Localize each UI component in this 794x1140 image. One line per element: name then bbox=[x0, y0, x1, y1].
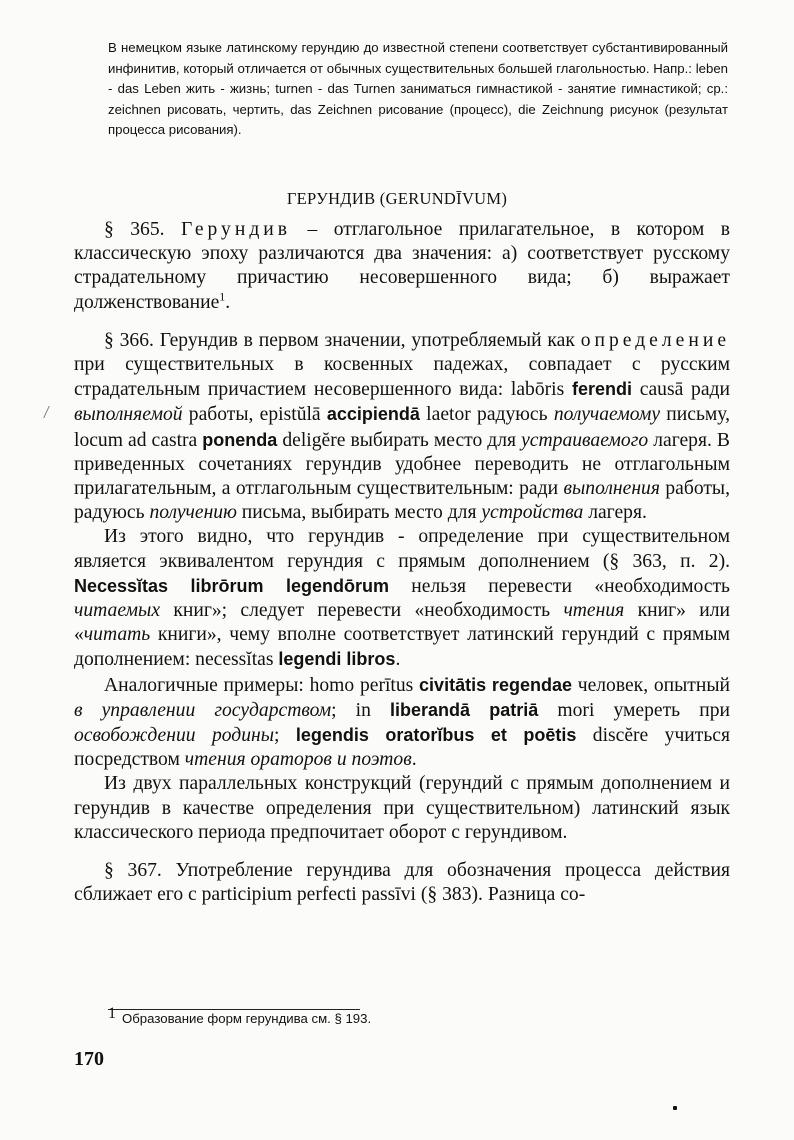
paragraph-text: человек, опытный bbox=[571, 674, 730, 696]
paragraph-text: письма, выбирать место для bbox=[236, 502, 482, 524]
footnote-ref: 1 bbox=[219, 289, 226, 304]
italic-translation: освобождении родины bbox=[74, 725, 274, 747]
footnote bbox=[108, 1005, 372, 1029]
latin-example: civitātis regendae bbox=[419, 674, 572, 695]
latin-example: ferendi bbox=[572, 379, 633, 400]
latin-example: liberandā patriā bbox=[390, 699, 539, 720]
latin-example: legendi libros bbox=[278, 649, 396, 670]
paragraph-examples bbox=[74, 673, 730, 773]
paragraph-text: Герундив в первом значении, употребляемый как bbox=[153, 329, 581, 351]
paragraph-text: при существительных в косвенных падежах, совпадает с русским страдательным причастием несовершенного вида: labōris bbox=[74, 354, 730, 401]
italic-translation: в управлении государством bbox=[74, 699, 332, 721]
paragraph-text: Аналогичные примеры: homo perītus bbox=[104, 674, 420, 696]
footnote-mark: 1 bbox=[108, 1005, 116, 1022]
paragraph-text: Из этого видно, что герундив - определение при существительном является эквивалентом герундия с прямым дополнением (§ 363, п. 2). bbox=[74, 526, 730, 572]
latin-example: Necessĭtas librōrum legendōrum bbox=[74, 575, 389, 596]
footnote-rule bbox=[108, 1009, 360, 1010]
italic-translation: выполняемой bbox=[74, 404, 183, 426]
italic-translation: устройства bbox=[481, 502, 584, 524]
paragraph-366 bbox=[74, 329, 730, 526]
paragraph-text: лагеря. bbox=[583, 502, 647, 524]
latin-example: legendis oratorĭbus et poētis bbox=[295, 725, 577, 746]
paragraph-text: Употребление герундива для обозначения процесса действия сближает его с participium perfecti passīvi (§ 383). Разница со- bbox=[74, 860, 730, 906]
paragraph-text: laetor радуюсь bbox=[419, 404, 554, 426]
paragraph-text: discĕre учиться посредством bbox=[74, 725, 730, 771]
margin-mark bbox=[43, 406, 56, 418]
paragraph-text: . bbox=[225, 291, 231, 313]
paragraph-367 bbox=[74, 859, 730, 907]
paragraph-text: работы, радуюсь bbox=[74, 478, 730, 524]
paragraph-text: causā ради bbox=[632, 379, 730, 401]
italic-translation: чтения ораторов и поэтов bbox=[184, 749, 412, 771]
footnote-text: Образование форм герундива см. § 193. bbox=[122, 1011, 372, 1026]
paragraph-text: работы, epistŭlā bbox=[182, 404, 327, 426]
page-number: 170 bbox=[74, 1048, 104, 1070]
paragraph-preference: Из двух параллельных конструкций (герундий с прямым дополнением и герундив в качестве определения при существительном) латинский язык классического периода предпочитает оборот с герундивом. bbox=[74, 773, 730, 843]
paragraph-365 bbox=[74, 218, 730, 315]
term-gerundive: Герундив bbox=[180, 219, 292, 240]
paragraph-text: нельзя перевести «необходимость bbox=[388, 575, 730, 597]
italic-translation: чтения bbox=[563, 600, 625, 622]
italic-translation: получаемому bbox=[553, 404, 661, 426]
section-heading: ГЕРУНДИВ (GERUNDĪVUM) bbox=[286, 189, 508, 208]
italic-translation: читаемых bbox=[74, 600, 161, 622]
paragraph-text: deligĕre выбирать место для bbox=[277, 429, 522, 451]
term-attribute: определение bbox=[580, 329, 731, 351]
scan-speck bbox=[673, 1106, 677, 1110]
german-note bbox=[108, 38, 728, 141]
paragraph-text: ; in bbox=[331, 699, 391, 721]
paragraph-text: ; bbox=[274, 725, 296, 747]
paragraph-text: . bbox=[411, 749, 417, 771]
note-paragraph: В немецком языке латинскому герундию до известной степени соответствует субстантивированный инфинитив, который отличается от обычных существительных большей глагольностью. Напр.: leben - das Leben жить - жизнь; turnen - das Turnen заниматься гимнастикой - занятие гимнастикой; ср.: zeichnen рисовать, чертить, das Zeichnen рисование (процесс), die Zeichnung рисунок (результат процесса рисования). bbox=[108, 40, 728, 137]
paragraph-text: . bbox=[395, 649, 401, 671]
paragraph-equivalence bbox=[74, 525, 730, 672]
italic-translation: устраиваемого bbox=[521, 429, 649, 451]
latin-example: accipiendā bbox=[326, 404, 420, 425]
section-number: § 366. bbox=[104, 329, 154, 351]
section-number: § 365. bbox=[104, 219, 165, 240]
italic-translation: получению bbox=[149, 502, 237, 524]
paragraph-text: книг» или « bbox=[74, 600, 730, 646]
latin-example: ponenda bbox=[202, 429, 278, 450]
section-number: § 367. bbox=[104, 860, 162, 882]
paragraph-text: mori умереть при bbox=[538, 699, 730, 721]
italic-translation: читать bbox=[83, 624, 151, 646]
paragraph-text: письму, locum ad castra bbox=[74, 404, 731, 451]
paragraph-text: – отглагольное прилагательное, в котором в классическую эпоху различаются два значения: а) соответствует русскому страдательному причастию несовершенного вида; б) выражает долженствование bbox=[74, 219, 730, 313]
paragraph-text: книг»; следует перевести «необходимость bbox=[160, 600, 564, 622]
italic-translation: выполнения bbox=[563, 478, 660, 500]
paragraph-text: лагеря. В приведенных сочетаниях герундив удобнее переводить не отглагольным прилагательным, а отглагольным существительным: ради bbox=[74, 429, 730, 500]
main-text bbox=[74, 218, 730, 907]
paragraph-text: книги», чему вполне соответствует латинский герундий с прямым дополнением: necessĭtas bbox=[74, 624, 730, 671]
